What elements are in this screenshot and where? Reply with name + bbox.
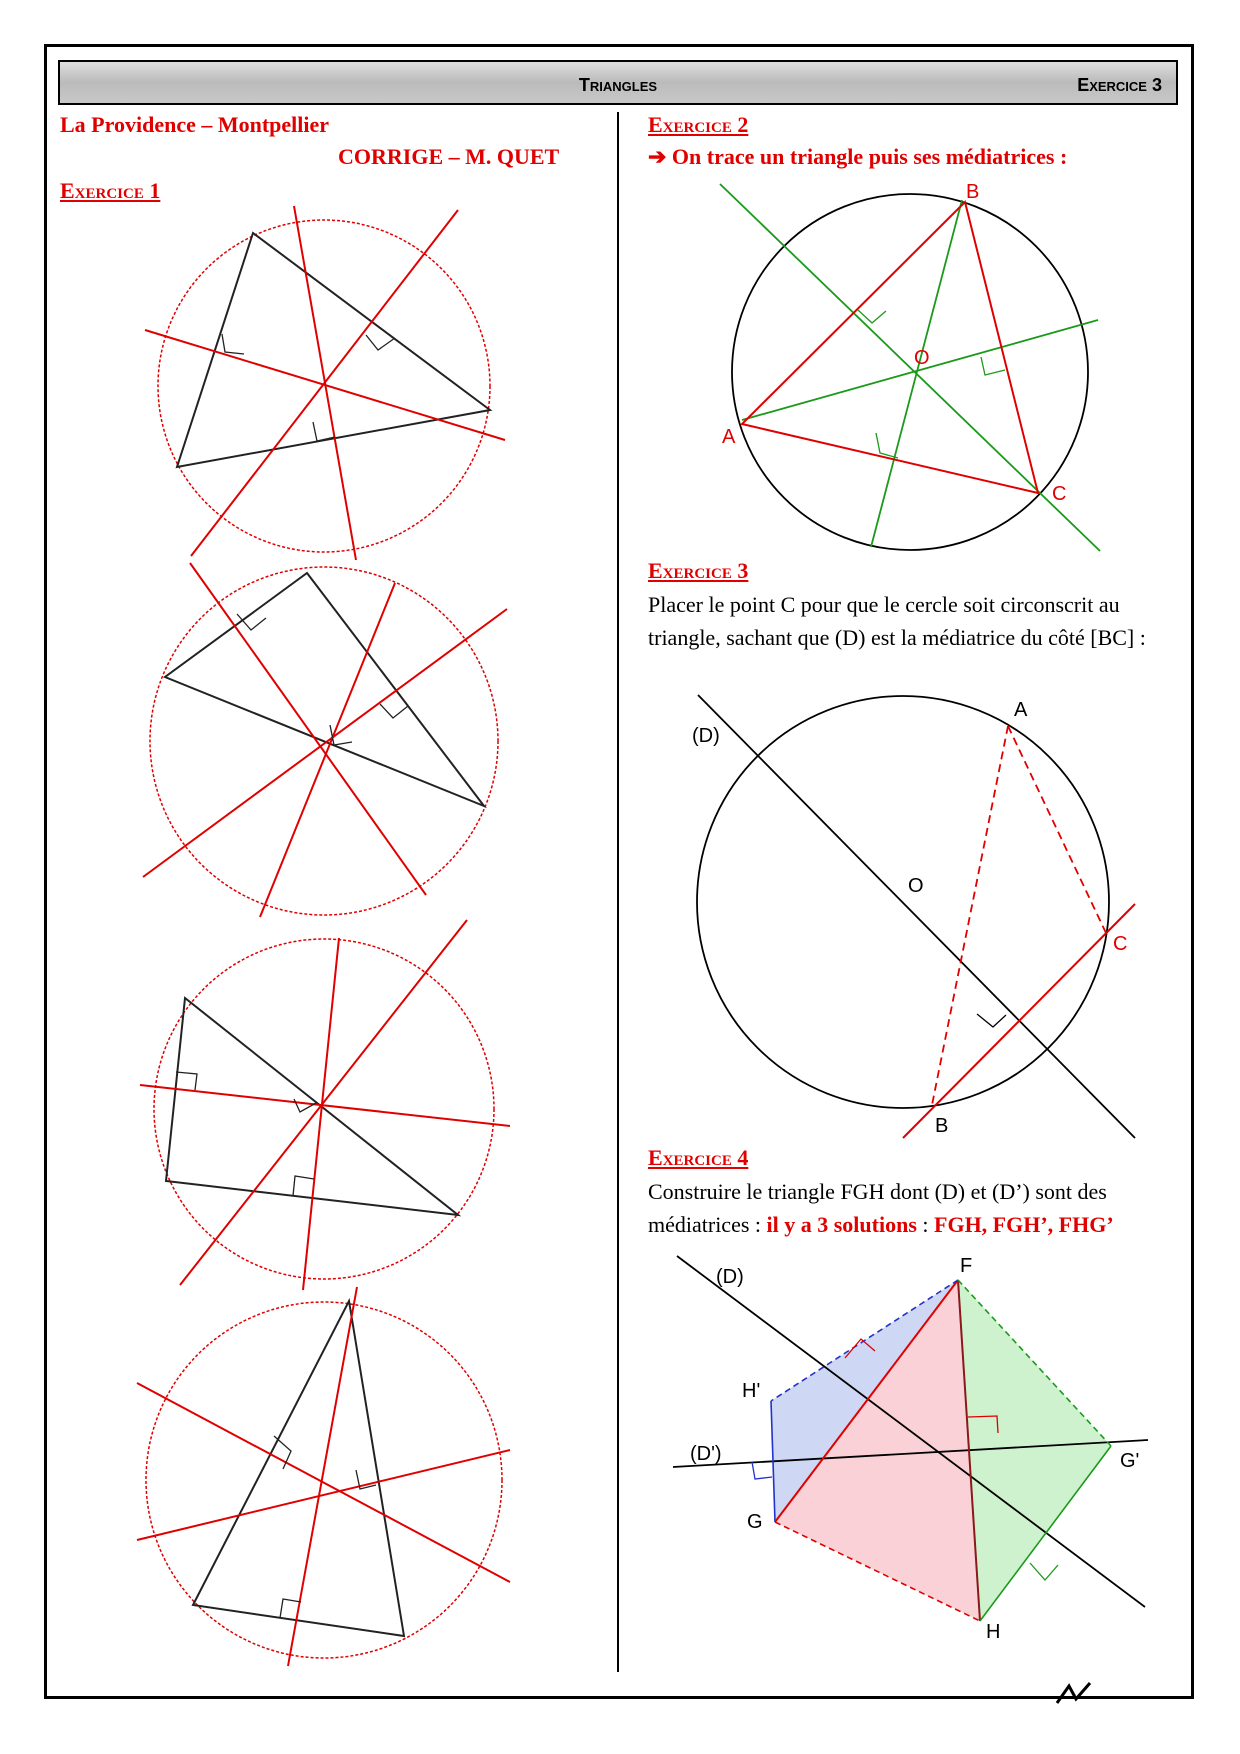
ex1-figure-3 [140,920,510,1290]
ex4-figure [673,1255,1148,1643]
label-a: A [722,426,736,448]
triangle [166,998,458,1215]
label-c: C [1052,483,1067,505]
ex1-figure-4 [137,1287,510,1666]
author: CORRIGE – M. QUET [338,144,560,169]
label-g-prime: G' [1120,1450,1140,1472]
label-d-prime: (D') [690,1443,722,1465]
exercise1-title: Exercice 1 [60,178,161,203]
label-o: O [914,347,930,369]
label-a: A [1014,699,1028,721]
exercise4-solutions: FGH, FGH’, FHG’ [934,1212,1114,1237]
triangle-fhg-prime-fill [958,1280,1111,1621]
label-d: (D) [716,1266,744,1288]
exercise2-title: Exercice 2 [648,112,749,137]
dashed-sides [932,726,1106,1105]
right-angle-marks [222,334,395,441]
label-f: F [960,1255,973,1277]
label-h-prime: H' [742,1380,761,1402]
exercise4-statement: Construire le triangle FGH dont (D) et (D’) sont des médiatrices : [648,1179,1107,1237]
right-angle-mark [977,1014,1006,1027]
line-d [698,695,1135,1138]
exercise3-text: Placer le point C pour que le cercle soit circonscrit au triangle, sachant que (D) est la médiatrice du côté [BC] : [648,592,1146,650]
exercise2-subtitle: ➔ On trace un triangle puis ses médiatrices : [648,144,1068,169]
label-h: H [986,1621,1001,1643]
perpendicular-bisectors [137,1287,510,1666]
perpendicular-bisectors [143,563,507,917]
right-angle-marks [237,614,408,745]
header-title: Triangles [578,75,658,95]
right-angle-marks [858,310,1005,458]
label-b: B [935,1115,949,1137]
ex3-figure [692,695,1135,1138]
exercise4-separator: : [916,1212,935,1237]
label-d: (D) [692,725,720,747]
exercise3-title: Exercice 3 [648,558,749,583]
exercise4-answer: il y a 3 solutions [766,1212,917,1237]
exercise4-title: Exercice 4 [648,1145,749,1170]
page-corner-mark [1057,1683,1090,1703]
label-g: G [747,1511,763,1533]
label-b: B [966,181,980,203]
circumcircle [158,220,490,552]
school-name: La Providence – Montpellier [60,112,330,137]
ex1-figure-2 [143,563,507,917]
perpendicular-bisectors [720,184,1100,551]
ex2-figure [720,181,1100,551]
ex1-figure-1 [145,206,505,560]
label-c: C [1113,933,1128,955]
circumcircle [146,1302,502,1658]
perpendicular-bisectors [140,920,510,1290]
header-exercise: Exercice 3 [1077,75,1162,95]
label-o: O [908,875,924,897]
perpendicular-bisectors [145,206,505,560]
